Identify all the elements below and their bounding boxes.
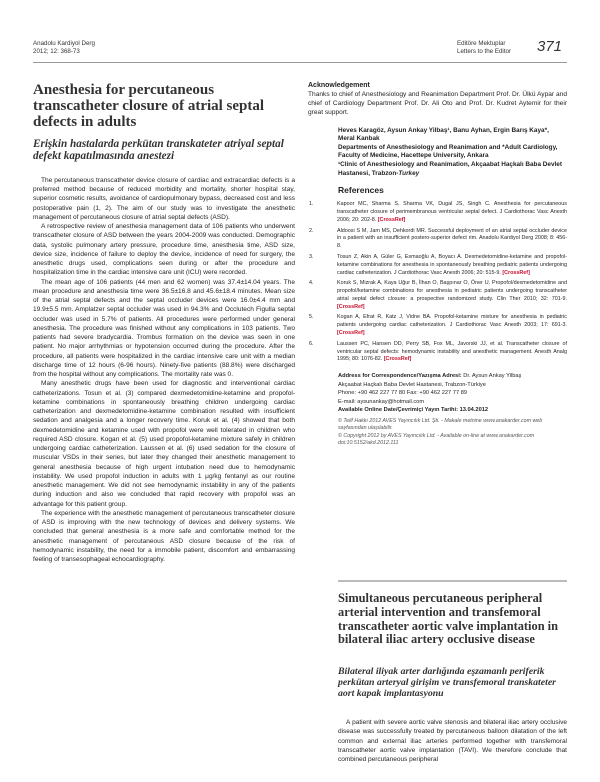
article1-paragraph: The percutaneous transcatheter device closure of cardiac and extracardiac defects is a preferred method because of reduced morbidity and mortality, shorter hospital stay, superior cosmetic results, avoidance of cardiopulmonary bypass, decreased cost and less postoperative pain (1, 2). The aim of our study was to investigate the anesthetic management of percutaneous closure of atrial septal defects (ASD).	[33, 176, 295, 221]
correspondence-label: Address for Correspondence/Yazışma Adresi:	[338, 373, 462, 380]
reference-number: 5.	[309, 314, 314, 321]
affiliation-2	[338, 161, 567, 178]
reference-item	[308, 280, 567, 311]
article1-paragraph: Many anesthetic drugs have been used for diagnostic and interventional cardiac catheterizations. Tosun et al. (3) compared dexmedetomidine-ketamine and propofol-ketamine combinations in spontaneously breathing children undergoing cardiac catheterization and dexmedetomidine-ketamine combination resulted with insufficient sedation and analgesia and a longer recovery time. Koruk et al. (4) showed that both dexmedetomidine and ketamine used with propofol were well tolerated in children who required ASD closure. Kogan et al. (5) used propofol-ketamine mixture safely in children undergoing cardiac catheterization. Laussen et al. (6) used sedation for the closure of muscular VSDs in their series, but later they changed their anesthetic management to general anesthesia because of high urgent intubation need due to hemodynamic instability. We used propofol induction in adults with 1 μg/kg fentanyl as our routine anesthetic management. We did not see hemodynamic instability in any of the patients during induction and also we concluded that rapid recovery with propofol was an advantage for this patient group.	[33, 380, 295, 508]
doi[interactable]: doi:10.5152/akd.2012.111	[338, 439, 399, 446]
reference-item	[308, 228, 567, 252]
crossref-link[interactable]: [CrossRef]	[377, 216, 406, 223]
header-rule	[33, 62, 567, 63]
reference-number: 1.	[309, 201, 314, 208]
affiliation-country: Turkey	[398, 169, 420, 177]
section-divider	[338, 580, 567, 582]
journal-header	[33, 40, 95, 56]
reference-number: 3.	[309, 253, 314, 260]
correspondence-email[interactable]: E-mail: aysunankay@hotmail.com	[338, 398, 425, 405]
article2-subtitle: Bilateral iliyak arter darlığında eşzamanlı periferik perkütan arteryal girişim ve transfemoral transkateter aort kapak implantasyonu	[338, 666, 556, 700]
article2-paragraph: A patient with severe aortic valve stenosis and bilateral iliac artery occlusive disease was successfully treated by percutaneous balloon dilatation of the left common and external iliac arteries performed together with transfemoral transcatheter aortic valve implantation (TAVI). We therefore conclude that combined percutaneous peripheral	[338, 719, 567, 763]
right-column	[308, 82, 567, 447]
correspondence-name: Dr. Aysun Ankay Yilbaş	[463, 373, 522, 380]
article2-title: Simultaneous percutaneous peripheral arterial intervention and transfemoral transcatheter aortic valve implantation in bilateral iliac artery occlusive disease	[338, 591, 559, 647]
available-online-date: Available Online Date/Çevrimiçi Yayın Tarihi: 13.04.2012	[338, 407, 489, 414]
reference-number: 2.	[309, 227, 314, 234]
article1-subtitle: Erişkin hastalarda perkütan transkateter atriyal septal defekt kapatılmasında anestezi	[33, 138, 284, 163]
copyright-en: © Copyright 2012 by AVES Yayıncılık Ltd. - Available on-line at www.anakarder.com	[338, 432, 535, 439]
article1-paragraph: The experience with the anesthetic management of percutaneous transcatheter closure of ASD is improving with the new technology of devices and delivery systems. We concluded that general anesthesia is a more safe and comfortable method for the anesthetic management of percutaneous ASD closure because of the risk of hemodynamic instability, the need for a immobile patient, discomfort and embarrassing feeling of transesophageal echocardiography.	[33, 509, 295, 564]
references-list	[308, 201, 567, 364]
crossref-link[interactable]: [CrossRef]	[383, 356, 412, 363]
correspondence-address: Akçaabat Haçkalı Baba Devlet Hastanesi, Trabzon-Türkiye	[338, 381, 486, 388]
copyright-tr: © Telif Hakkı 2012 AVES Yayıncılık Ltd. Şti. - Makale metnine www.anakarder.com web	[338, 417, 543, 424]
crossref-link[interactable]: [CrossRef]	[337, 303, 365, 310]
reference-text: Tosun Z, Akin A, Güler G, Esmaoğlu A, Boyacı A. Dexmedetomidine-ketamine and propofol-ketamine combinations for anesthesia in spontaneously breathing pediatric patients undergoing cardiac catheterization. J Cardiothorac Vasc Anesth 2006; 20: 515-9.	[337, 253, 567, 276]
crossref-link[interactable]: [CrossRef]	[502, 269, 530, 276]
reference-text: Aldoosi S M, Jam MS, Dehkordi MR. Successful deployment of an atrial septal occluder device in a patient with an insufficient postero-superior defect rim. Anadolu Kardiyol Derg 2008; 8: 456-8.	[337, 227, 567, 250]
affiliation-1: Departments of Anesthesiology and Reanimation and *Adult Cardiology, Faculty of Medicine, Hacettepe University, Ankara	[338, 143, 558, 160]
article1-body	[33, 176, 295, 565]
section-en: Letters to the Editor	[457, 48, 511, 55]
reference-number: 4.	[309, 280, 314, 287]
article1-paragraph: A retrospective review of anesthesia management data of 106 patients who underwent transcatheter closure of ASD between the years 2004-2009 was conducted. Demographic data, systolic pulmonary artery pressure, procedure time, anesthesia time, ASD size, device size, incidence of failure to deploy the device, incidence of need for surgery, the anesthetic drugs used, complications seen during or after the procedure and hospitalization time in the cardiac intensive care unit (ICU) were recorded.	[33, 223, 295, 277]
reference-text: Laussen PC, Hansen DD, Perry SB, Fox ML, Javorski JJ, et al. Transcatheter closure of ventricular septal defects: hemodynamic instability and anesthetic management. Anesth Analg 1995; 80: 1076-82.	[337, 340, 567, 363]
reference-item	[308, 314, 567, 338]
references-heading: References	[338, 185, 384, 196]
article1-title: Anesthesia for percutaneous transcatheter closure of atrial septal defects in adults	[33, 82, 265, 130]
crossref-link[interactable]: [CrossRef]	[337, 330, 365, 337]
section-tr: Editöre Mektuplar	[457, 40, 506, 47]
acknowledgement-text: Thanks to chief of Anesthesiology and Reanimation Department Prof. Dr. Ülkü Aypar and chief of Cardiology Department Prof. Dr. Ali Oto and Prof. Dr. Kudret Aytemir for their great support.	[308, 91, 567, 117]
reference-text: Kogan A, Efrat R, Katz J, Vidne BA. Propofol-ketamine mixture for anesthesia in pediatric patients undergoing cardiac catheterization. J Cardiothorac Vasc Anesth 2003; 17: 691-3.	[337, 314, 567, 329]
journal-citation: 2012; 12: 368-73	[33, 48, 80, 55]
affiliation-2-text: ¹Clinic of Anesthesiology and Reanimation, Akçaabat Haçkalı Baba Devlet Hastanesi, Trabzon-	[338, 160, 562, 177]
section-header	[457, 40, 511, 56]
journal-name: Anadolu Kardiyol Derg	[33, 40, 95, 47]
left-column	[33, 82, 295, 564]
reference-text: Koruk S, Mizrak A, Kaya Uğur B, İlhan O, Başpınar O, Öner U. Propofol/dexmedetomidine and propofol/ketamine combinations for anesthesia in pediatric patients undergoing transcatheter atrial septal defect closure: a prospective randomized study. Clin Ther 2010; 32: 701-9.	[337, 280, 567, 302]
reference-item	[308, 341, 567, 365]
correspondence-phone: Phone: +90 462 227 77 80 Fax: +90 462 227 77 89	[338, 390, 468, 397]
reference-item	[308, 201, 567, 225]
author-names: Heves Karagöz, Aysun Ankay Yilbaş¹, Banu Ayhan, Ergin Barış Kaya*, Meral Kanbak	[338, 126, 549, 143]
acknowledgement-heading: Acknowledgement	[308, 82, 370, 89]
correspondence-line	[338, 372, 567, 381]
reference-number: 6.	[309, 340, 314, 347]
reference-text: Kapoor MC, Sharma S, Sharma VK, Dugal JS, Singh C. Anesthesia for percutaneous transcatheter closure of perimembranous ventricular septal defect. J Cardiothorac Vasc Anesth 2006; 20: 202-8.	[337, 201, 567, 223]
reference-item	[308, 254, 567, 278]
copyright-block	[338, 418, 567, 448]
correspondence-block	[338, 372, 567, 415]
article1-paragraph: The mean age of 106 patients (44 men and 62 women) was 37.4±14.04 years. The mean procedure and anesthesia time were 36.5±16.8 and 45.6±18.4 minutes. Mean size of the atrial septal defects and the septal occluder devices were 16.0±4.4 mm and 19.9±5.5 mm. Amplatzer septal occluder was used in 94.3% and Occlutech Figulla septal occluder was used in 5.7% of patients. All procedures were performed under general anesthesia. The procedure was finished without any complications in 103 patients. Two patients had severe bradycardia. Trombus formation on the device was seen in one patient. No major arrhythmias or hypotension occurred during the procedure. After the procedure, all patients were hospitalized in the cardiac intensive care unit with a median discharge time of 12 hours (6-96 hours). Ninety-five patients (88.8%) were discharged from the hospital without any complications. The mortality rate was 0.	[33, 278, 295, 379]
page-number: 371	[537, 38, 563, 55]
copyright-tr-cont: sayfasından ulaşılabilir.	[338, 425, 393, 432]
author-block	[338, 127, 567, 179]
